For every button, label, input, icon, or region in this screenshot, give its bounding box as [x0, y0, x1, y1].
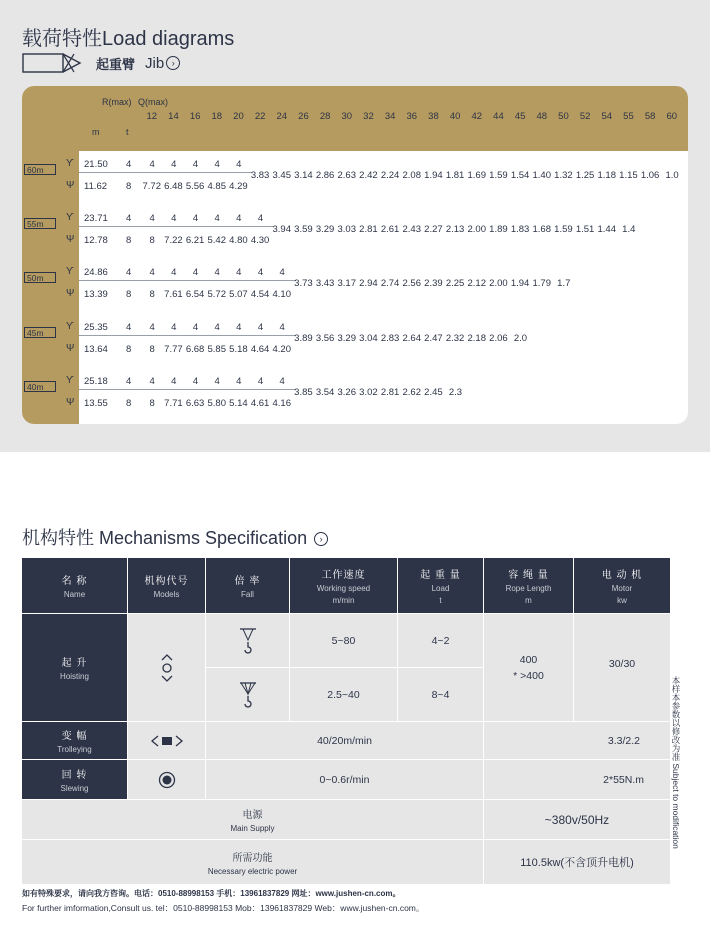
load-value: 2.56 — [402, 278, 421, 289]
boom-length-label: 45m — [24, 327, 56, 338]
boom-length-label: 55m — [24, 218, 56, 229]
load-value: 1.4 — [622, 224, 636, 235]
load-value: 1.89 — [489, 224, 508, 235]
load-value: 4.30 — [250, 235, 270, 246]
load-value: 8 — [149, 289, 155, 300]
row-separator — [79, 389, 296, 390]
q-max-value: 8 — [126, 398, 132, 409]
load-value: 3.73 — [294, 278, 313, 289]
chevron-right-icon: › — [166, 56, 180, 70]
radius-header: 44 — [493, 111, 504, 122]
hoist-load-2 — [398, 668, 484, 722]
col-header-cn: 工作速度 — [321, 570, 366, 581]
load-value: 2.06 — [489, 333, 508, 344]
radius-header: 45 — [514, 111, 526, 122]
row-cn: 所需功能 — [232, 852, 273, 864]
hook-2-icon: Ψ — [66, 397, 75, 408]
col-header-unit: m — [525, 596, 532, 605]
load-value: 1.51 — [575, 224, 595, 235]
hook-2-icon: Ψ — [66, 288, 75, 299]
r-max-value: 13.55 — [84, 398, 108, 409]
load-value: 4.64 — [250, 344, 270, 355]
radius-header: 54 — [601, 111, 613, 122]
row-separator — [79, 335, 296, 336]
load-value: 4.29 — [229, 181, 248, 192]
load-value: 6.63 — [185, 398, 205, 409]
q-max-value: 4 — [126, 376, 132, 387]
r-max-value: 11.62 — [84, 181, 108, 192]
load-value: 4 — [214, 159, 220, 170]
hook-1-icon: ϒ — [66, 375, 74, 386]
load-value: 4 — [214, 213, 220, 224]
col-header-cn: 电 动 机 — [601, 570, 643, 581]
load-value: 3.29 — [337, 333, 356, 344]
load-title: 载荷特性Load diagrams — [22, 28, 235, 50]
radius-header: 16 — [189, 111, 201, 122]
col-header-en: Name — [63, 590, 86, 599]
col-header-motor — [574, 558, 670, 614]
value: * >400 — [513, 669, 544, 682]
load-value: 5.07 — [229, 289, 248, 300]
load-value: 3.26 — [337, 387, 356, 398]
load-value: 5.72 — [207, 289, 226, 300]
col-header-en: Models — [153, 590, 180, 599]
q-max-value: 4 — [126, 267, 132, 278]
trolley-speed — [206, 722, 484, 760]
load-value: 4 — [236, 213, 242, 224]
load-value: 4 — [192, 213, 199, 224]
load-value: 4.20 — [272, 344, 291, 355]
radius-header: 12 — [146, 111, 158, 122]
col-header-rope — [484, 558, 574, 614]
load-value: 3.14 — [294, 170, 313, 181]
load-value: 4 — [236, 322, 242, 333]
boom-length-label: 50m — [24, 272, 56, 283]
value: 4~2 — [431, 634, 450, 647]
slewing-icon — [158, 771, 176, 789]
hook-1-icon: ϒ — [66, 212, 74, 223]
hoisting-model — [128, 614, 206, 722]
radius-header: 26 — [298, 111, 309, 122]
hook-2-icon: Ψ — [66, 234, 75, 245]
fall-4-cell — [206, 668, 290, 722]
load-value: 7.22 — [164, 235, 183, 246]
col-header-unit: kw — [617, 596, 627, 605]
col-header-name — [22, 558, 128, 614]
load-value: 2.00 — [489, 278, 508, 289]
load-value: 4 — [214, 322, 220, 333]
load-value: 5.14 — [229, 398, 248, 409]
load-value: 1.81 — [445, 170, 465, 181]
load-value: 7.71 — [164, 398, 183, 409]
radius-header: 20 — [233, 111, 244, 122]
load-value: 4 — [149, 267, 155, 278]
col-header-cn: 机构代号 — [144, 576, 189, 587]
boom-length-label: 60m — [24, 164, 56, 175]
load-value: 3.43 — [315, 278, 335, 289]
load-value: 5.80 — [207, 398, 226, 409]
load-value: 2.25 — [445, 278, 465, 289]
radius-header: 14 — [168, 111, 179, 122]
row-en: Trolleying — [57, 745, 92, 754]
jib-en-label: Jib — [145, 54, 165, 72]
load-value: 8 — [149, 235, 155, 246]
hook-1-icon: ϒ — [66, 321, 74, 332]
hook-1-icon: ϒ — [66, 158, 74, 169]
load-value: 6.68 — [185, 344, 205, 355]
q-max-value: 8 — [126, 181, 132, 192]
load-value: 5.56 — [185, 181, 205, 192]
row-en: Main Supply — [230, 824, 275, 833]
load-value: 4 — [171, 376, 177, 387]
r-max-value: 13.64 — [84, 344, 108, 355]
load-value: 1.0 — [665, 170, 679, 181]
load-value: 1.79 — [532, 278, 551, 289]
row-slewing-name — [22, 760, 128, 800]
value: 400 — [519, 653, 538, 666]
load-value: 2.18 — [467, 333, 486, 344]
load-value: 4 — [236, 267, 242, 278]
load-value: 3.54 — [315, 387, 335, 398]
load-value: 2.13 — [445, 224, 465, 235]
trolley-motor — [484, 722, 670, 760]
r-max-value: 12.78 — [84, 235, 108, 246]
load-value: 2.47 — [424, 333, 443, 344]
load-value: 3.17 — [337, 278, 356, 289]
row-cn: 电源 — [242, 810, 263, 821]
vertical-note — [670, 676, 692, 849]
value: 110.5kw(不含顶升电机) — [520, 857, 634, 869]
load-value: 2.00 — [467, 224, 486, 235]
load-value: 4 — [279, 267, 285, 278]
q-max-value: 4 — [126, 322, 132, 333]
col-header-unit: m/min — [332, 596, 355, 605]
load-value: 5.42 — [207, 235, 226, 246]
boom-length-label: 40m — [24, 381, 56, 392]
load-value: 8 — [149, 398, 155, 409]
col-header-fall — [206, 558, 290, 614]
header-r-label: R(max) — [102, 97, 132, 107]
radius-header: 52 — [579, 111, 591, 122]
col-header-en: Rope Length — [505, 584, 552, 593]
load-value: 4 — [192, 267, 199, 278]
jib-boom-icon — [22, 53, 86, 73]
hook-2-icon: Ψ — [66, 180, 75, 191]
load-value: 2.42 — [359, 170, 378, 181]
load-value: 1.25 — [575, 170, 595, 181]
load-value: 2.32 — [445, 333, 465, 344]
value: ~380v/50Hz — [544, 812, 610, 827]
col-header-cn: 倍 率 — [234, 576, 261, 587]
load-value: 2.27 — [424, 224, 443, 235]
radius-header: 28 — [319, 111, 331, 122]
radius-header: 58 — [644, 111, 656, 122]
load-value: 1.59 — [554, 224, 573, 235]
jib-label-row — [22, 52, 180, 74]
radius-header: 55 — [623, 111, 634, 122]
load-value: 4.16 — [272, 398, 291, 409]
power-label — [22, 840, 484, 884]
col-header-en: Fall — [241, 590, 254, 599]
load-value: 1.06 — [640, 170, 660, 181]
mechanism-spec-table — [22, 558, 670, 884]
r-max-value: 13.39 — [84, 289, 108, 300]
load-value: 4 — [192, 322, 199, 333]
load-value: 5.18 — [229, 344, 248, 355]
load-value: 1.94 — [424, 170, 443, 181]
radius-header: 32 — [363, 111, 374, 122]
load-value: 1.7 — [557, 278, 571, 289]
load-value: 2.81 — [380, 387, 400, 398]
q-max-value: 8 — [126, 235, 132, 246]
load-value: 4.85 — [207, 181, 226, 192]
rope-length — [484, 614, 574, 722]
radius-header: 22 — [254, 111, 266, 122]
row-cn: 回 转 — [61, 770, 88, 781]
hook-4-fall-icon — [237, 680, 259, 710]
vertical-note-text: 本样本参数以修改为准 Subject to modification — [671, 676, 681, 849]
load-table-card — [22, 86, 688, 424]
load-value: 3.59 — [294, 224, 313, 235]
load-value: 3.03 — [337, 224, 356, 235]
load-value: 4 — [149, 376, 155, 387]
radius-header: 50 — [558, 111, 569, 122]
load-value: 5.85 — [207, 344, 226, 355]
load-value: 2.08 — [402, 170, 421, 181]
q-max-value: 8 — [126, 289, 132, 300]
col-header-unit: t — [439, 596, 442, 605]
jib-cn-label: 起重臂 — [96, 56, 136, 72]
load-value: 4 — [236, 159, 242, 170]
hook-2-icon: Ψ — [66, 343, 75, 354]
load-value: 1.54 — [510, 170, 530, 181]
col-header-speed — [290, 558, 398, 614]
load-value: 4 — [257, 267, 264, 278]
header-q-label: Q(max) — [138, 97, 168, 107]
r-max-value: 25.18 — [84, 376, 108, 387]
load-value: 6.21 — [185, 235, 205, 246]
radius-header: 48 — [536, 111, 548, 122]
header-unit-t: t — [126, 127, 129, 137]
q-max-value: 4 — [126, 213, 132, 224]
main-supply-label — [22, 800, 484, 840]
hoist-speed-2 — [290, 668, 398, 722]
load-value: 4 — [257, 322, 264, 333]
radius-header: 60 — [666, 111, 678, 122]
load-value: 3.56 — [315, 333, 335, 344]
row-hoisting-name — [22, 614, 128, 722]
load-value: 4 — [214, 267, 220, 278]
radius-header: 24 — [276, 111, 288, 122]
load-value: 3.89 — [294, 333, 313, 344]
load-value: 2.45 — [424, 387, 443, 398]
load-value: 4 — [214, 376, 220, 387]
radius-header: 34 — [384, 111, 396, 122]
load-value: 1.44 — [597, 224, 616, 235]
radius-header: 30 — [341, 111, 353, 122]
load-value: 3.02 — [359, 387, 378, 398]
load-value: 6.48 — [164, 181, 183, 192]
load-value: 4 — [257, 376, 264, 387]
load-value: 2.0 — [513, 333, 528, 344]
load-value: 7.72 — [142, 181, 161, 192]
load-value: 3.29 — [315, 224, 335, 235]
load-value: 2.39 — [424, 278, 443, 289]
footer-en: For further imformation,Consult us. tel：0510-88998153 Mob：13961837829 Web：www.jushen-cn.com。 — [22, 903, 425, 913]
col-header-models — [128, 558, 206, 614]
load-value: 1.15 — [619, 170, 638, 181]
value: 5~80 — [331, 634, 356, 647]
chevron-right-icon: › — [314, 532, 328, 546]
load-value: 2.86 — [315, 170, 335, 181]
col-header-cn: 名 称 — [61, 576, 88, 587]
row-trolleying-name — [22, 722, 128, 760]
load-value: 4 — [192, 159, 199, 170]
radius-header: 38 — [428, 111, 439, 122]
load-value: 2.63 — [337, 170, 356, 181]
col-header-en: Load — [431, 584, 450, 593]
hoist-motor — [574, 614, 670, 722]
hook-1-icon: ϒ — [66, 266, 74, 277]
header-unit-m: m — [92, 127, 100, 137]
load-value: 2.12 — [467, 278, 486, 289]
value: 2*55N.m — [603, 773, 644, 786]
value: 0~0.6r/min — [319, 773, 370, 786]
hook-2-fall-icon — [237, 626, 259, 656]
hoist-up-down-icon — [159, 653, 175, 683]
load-value: 4 — [149, 159, 155, 170]
load-value: 4 — [279, 322, 285, 333]
row-en: Necessary electric power — [207, 866, 298, 876]
load-value: 2.94 — [359, 278, 378, 289]
value: 8~4 — [431, 688, 450, 701]
load-value: 4.54 — [250, 289, 270, 300]
slew-model — [128, 760, 206, 800]
load-value: 4 — [149, 213, 155, 224]
load-value: 4 — [236, 376, 242, 387]
slew-speed — [206, 760, 484, 800]
load-value: 4 — [171, 267, 177, 278]
load-value: 2.64 — [402, 333, 421, 344]
col-header-en: Motor — [611, 584, 633, 593]
row-cn: 起 升 — [61, 658, 88, 669]
load-value: 4.61 — [250, 398, 270, 409]
load-value: 7.77 — [164, 344, 183, 355]
load-value: 1.83 — [510, 224, 530, 235]
radius-header: 42 — [471, 111, 483, 122]
load-value: 1.18 — [597, 170, 616, 181]
load-value: 2.43 — [402, 224, 421, 235]
power-value — [484, 840, 670, 884]
load-value: 1.59 — [489, 170, 508, 181]
load-value: 8 — [149, 344, 155, 355]
load-value: 4.10 — [272, 289, 291, 300]
q-max-value: 8 — [126, 344, 132, 355]
row-separator — [79, 280, 296, 281]
load-value: 2.61 — [380, 224, 400, 235]
row-cn: 变 幅 — [61, 731, 88, 742]
load-value: 3.04 — [359, 333, 378, 344]
load-value: 6.54 — [185, 289, 205, 300]
main-supply-value — [484, 800, 670, 840]
load-value: 2.81 — [359, 224, 378, 235]
hoist-speed-1 — [290, 614, 398, 668]
load-value: 2.83 — [380, 333, 400, 344]
mech-title-text: 机构特性 Mechanisms Specification — [22, 528, 308, 548]
load-value: 1.68 — [532, 224, 551, 235]
radius-header: 40 — [449, 111, 461, 122]
q-max-value: 4 — [126, 159, 132, 170]
col-header-cn: 容 绳 量 — [508, 570, 549, 581]
radius-header: 36 — [406, 111, 418, 122]
r-max-value: 21.50 — [84, 159, 108, 170]
load-value: 2.24 — [380, 170, 400, 181]
load-value: 1.32 — [554, 170, 573, 181]
slew-motor — [484, 760, 670, 800]
load-value: 3.83 — [250, 170, 270, 181]
mech-title — [22, 524, 328, 550]
r-max-value: 24.86 — [84, 267, 108, 278]
fall-2-cell — [206, 614, 290, 668]
col-header-cn: 起 重 量 — [420, 570, 461, 581]
col-header-en: Working speed — [316, 584, 371, 593]
hoist-load-1 — [398, 614, 484, 668]
col-header-load — [398, 558, 484, 614]
footer-cn: 如有特殊要求，请向我方咨询。电话：0510-88998153 手机：13961837829 网址：www.jushen-cn.com。 — [22, 889, 401, 898]
r-max-value: 23.71 — [84, 213, 108, 224]
load-value: 4 — [149, 322, 155, 333]
load-value: 4 — [171, 322, 177, 333]
row-en: Hoisting — [60, 672, 89, 681]
trolley-model — [128, 722, 206, 760]
trolley-icon — [150, 735, 184, 747]
load-value: 3.85 — [294, 387, 313, 398]
load-value: 2.62 — [402, 387, 421, 398]
row-separator — [79, 172, 252, 173]
load-value: 4 — [192, 376, 199, 387]
value: 40/20m/min — [317, 734, 372, 747]
value: 3.3/2.2 — [607, 734, 640, 747]
load-value: 1.69 — [467, 170, 486, 181]
load-value: 4 — [279, 376, 285, 387]
load-value: 2.74 — [380, 278, 400, 289]
row-en: Slewing — [60, 784, 89, 793]
load-value: 2.3 — [448, 387, 463, 398]
load-value: 4 — [171, 213, 177, 224]
row-separator — [79, 226, 274, 227]
value: 30/30 — [608, 658, 636, 670]
radius-header: 18 — [211, 111, 223, 122]
load-value: 4 — [171, 159, 177, 170]
load-value: 3.94 — [272, 224, 291, 235]
load-value: 1.94 — [510, 278, 530, 289]
value: 2.5~40 — [327, 688, 360, 701]
load-value: 4.80 — [229, 235, 248, 246]
load-value: 1.40 — [532, 170, 551, 181]
load-value: 4 — [257, 213, 264, 224]
load-value: 3.45 — [272, 170, 291, 181]
r-max-value: 25.35 — [84, 322, 108, 333]
load-value: 7.61 — [164, 289, 183, 300]
